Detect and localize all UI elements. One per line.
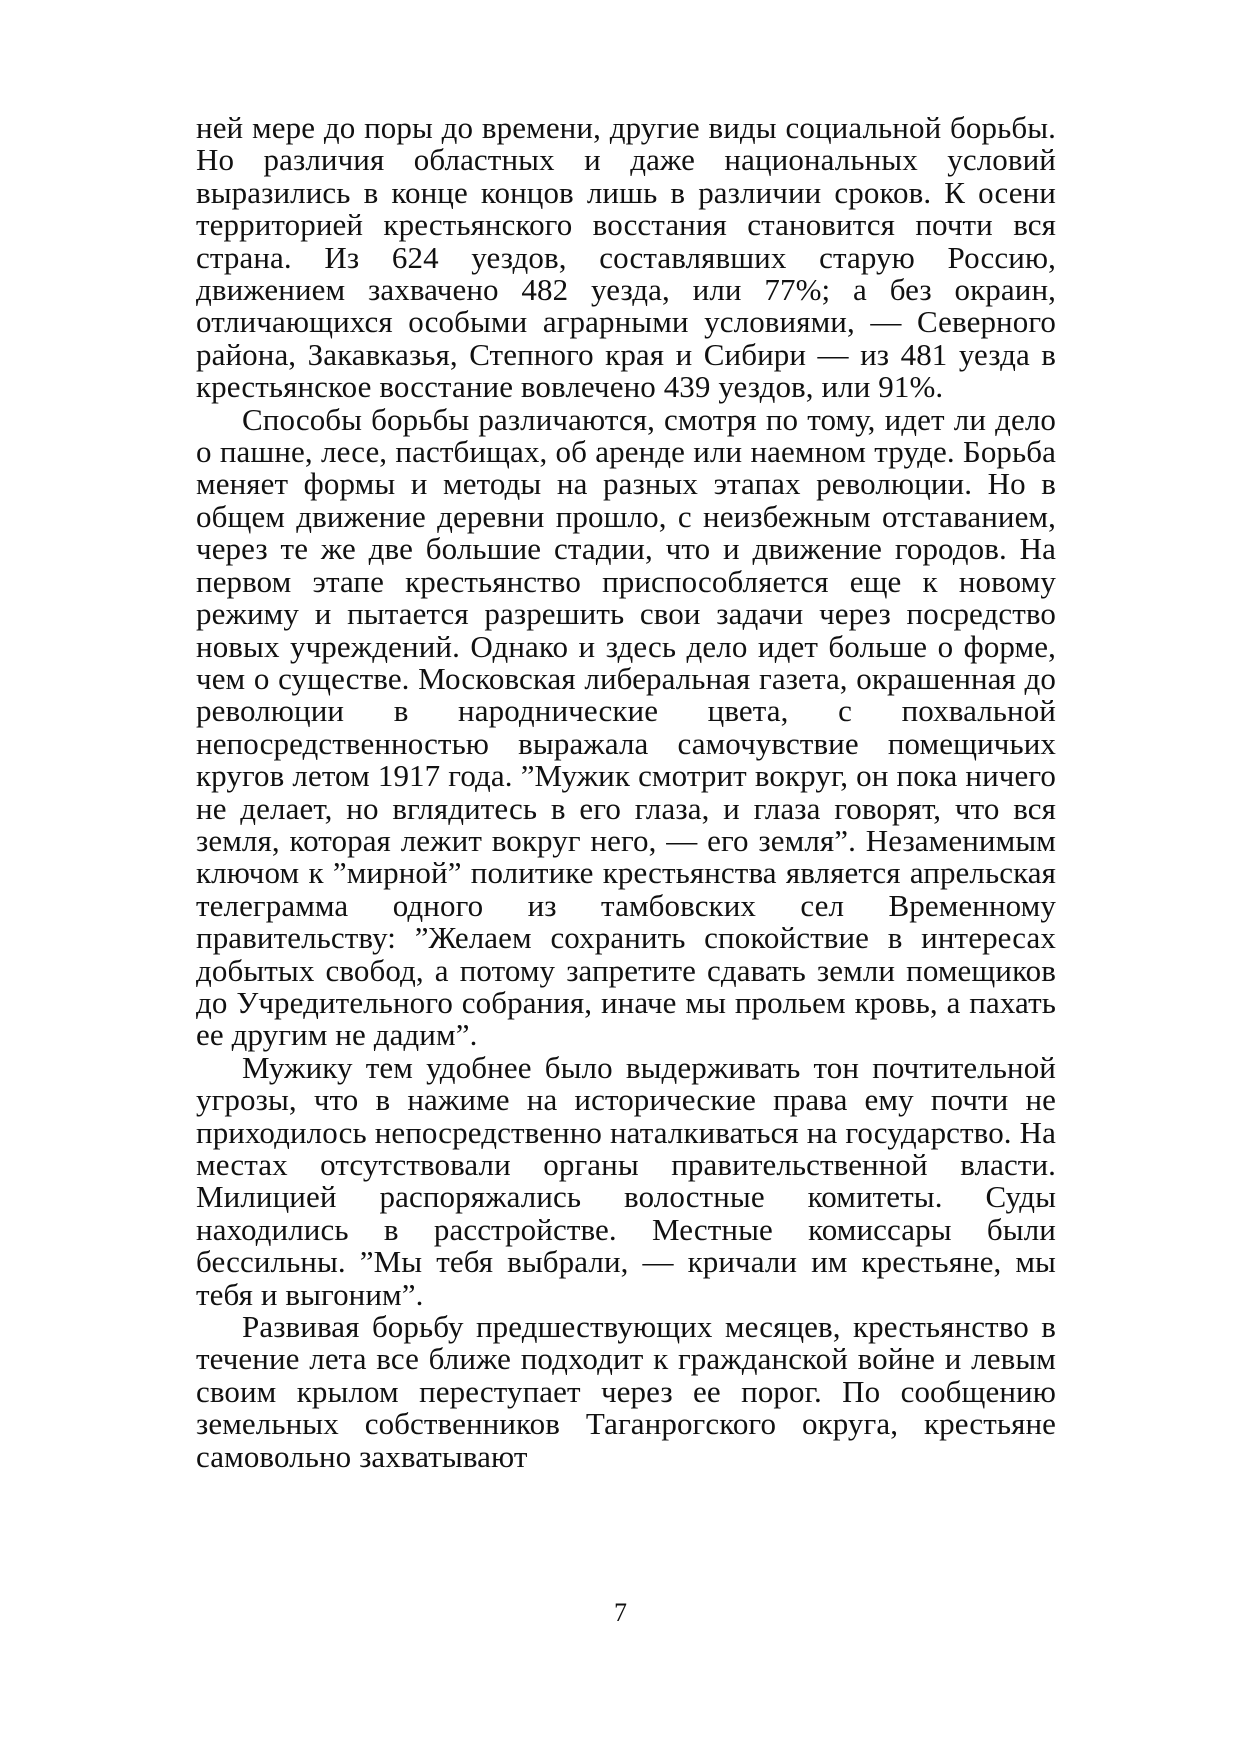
paragraph-2: Способы борьбы различаются, смотря по тому, идет ли дело о пашне, лесе, пастбищах, об аренде или наемном труде. Борьба меняет формы и методы на разных этапах революции. Но в общем движение деревни прошло, с неизбежным отставанием, через те же две большие стадии, что и движение городов. На первом этапе крестьянство приспособляется еще к новому режиму и пытается разрешить свои задачи через посредство новых учреждений. Однако и здесь дело идет больше о форме, чем о существе. Московская либеральная газета, окрашенная до революции в народнические цвета, с похвальной непосредственностью выражала самочувствие помещичьих кругов летом 1917 года. ”Мужик смотрит вокруг, он пока ничего не делает, но вглядитесь в его глаза, и глаза говорят, что вся земля, которая лежит вокруг него, — его земля”. Незаменимым ключом к ”мирной” политике крестьянства является апрельская телеграмма одного из тамбовских сел Временному правительству: ”Желаем сохранить спокойствие в интересах добытых свобод, а потому запретите сдавать земли помещиков до Учредительного собрания, иначе мы прольем кровь, а пахать ее другим не дадим”. — [196, 401, 1056, 1053]
body-text — [196, 112, 1056, 1473]
paragraph-4: Развивая борьбу предшествующих месяцев, крестьянство в течение лета все ближе подходит к гражданской войне и левым своим крылом переступает через ее порог. По сообщению земельных собственников Таганрогского округа, крестьяне самовольно захватывают — [196, 1309, 1056, 1474]
paragraph-1: ней мере до поры до времени, другие виды социальной борьбы. Но различия областных и даже национальных условий выразились в конце концов лишь в различии сроков. К осени территорией крестьянского восстания становится почти вся страна. Из 624 уездов, составлявших старую Россию, движением захвачено 482 уезда, или 77%; а без окраин, отличающихся особыми аграрными условиями, — Северного района, Закавказья, Степного края и Сибири — из 481 уезда в крестьянское восстание вовлечено 439 уездов, или 91%. — [196, 110, 1056, 405]
paragraph-3: Мужику тем удобнее было выдерживать тон почтительной угрозы, что в нажиме на исторические права ему почти не приходилось непосредственно наталкиваться на государство. На местах отсутствовали органы правительственной власти. Милицией распоряжались волостные комитеты. Суды находились в расстройстве. Местные комиссары были бессильны. ”Мы тебя выбрали, — кричали им крестьяне, мы тебя и выгоним”. — [196, 1049, 1056, 1312]
page-number: 7 — [614, 1598, 627, 1627]
